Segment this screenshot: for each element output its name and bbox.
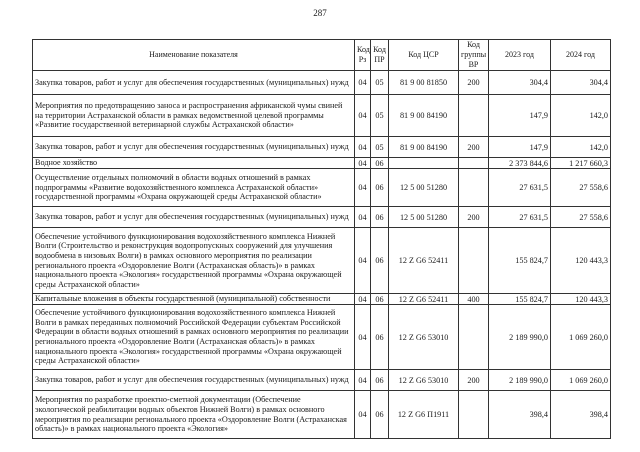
row-rz: 04	[355, 95, 371, 137]
row-name: Мероприятия по разработке проектно-сметной документации (Обеспечение экологической реабилитации водных объектов Нижней Волги) в рамках основного мероприятия по реализации регионального проекта «Оздоровление Волги (Астраханская область)» в рамках национального проекта «Экология»	[33, 391, 355, 439]
table-row	[33, 137, 611, 158]
table-row	[33, 294, 611, 305]
row-rz: 04	[355, 158, 371, 169]
row-vr: 200	[459, 71, 489, 95]
row-2024: 1 069 260,0	[551, 305, 611, 370]
table-row	[33, 158, 611, 169]
header-2024: 2024 год	[551, 40, 611, 71]
row-rz: 04	[355, 169, 371, 207]
row-rz: 04	[355, 71, 371, 95]
row-vr: 200	[459, 370, 489, 391]
header-rz: Код Рз	[355, 40, 371, 71]
row-name: Осуществление отдельных полномочий в области водных отношений в рамках подпрограммы «Развитие водохозяйственного комплекса Астраханской области» государственной программы «Охрана окружающей среды Астраханской области»	[33, 169, 355, 207]
row-pr: 06	[371, 294, 389, 305]
table-row	[33, 370, 611, 391]
row-rz: 04	[355, 370, 371, 391]
row-2023: 147,9	[489, 137, 551, 158]
row-vr: 200	[459, 137, 489, 158]
row-2024: 1 217 660,3	[551, 158, 611, 169]
row-csr: 81 9 00 81850	[389, 71, 459, 95]
row-pr: 06	[371, 305, 389, 370]
row-name: Обеспечение устойчивого функционирования водохозяйственного комплекса Нижней Волги (Строительство и реконструкция водопропускных сооружений для улучшения водообмена в низовьях Волги) в рамках основного мероприятия по реализации регионального проекта «Оздоровление Волги (Астраханская область)» в рамках национального проекта «Экология» государственной программы «Охрана окружающей среды Астраханской области»	[33, 228, 355, 294]
row-csr: 81 9 00 84190	[389, 95, 459, 137]
row-vr	[459, 158, 489, 169]
row-vr	[459, 305, 489, 370]
row-pr: 05	[371, 95, 389, 137]
row-csr: 81 9 00 84190	[389, 137, 459, 158]
row-csr: 12 Z G6 52411	[389, 294, 459, 305]
row-csr	[389, 158, 459, 169]
table-row	[33, 95, 611, 137]
header-csr: Код ЦСР	[389, 40, 459, 71]
header-pr: Код ПР	[371, 40, 389, 71]
row-name: Капитальные вложения в объекты государственной (муниципальной) собственности	[33, 294, 355, 305]
row-vr	[459, 169, 489, 207]
row-2023: 2 189 990,0	[489, 305, 551, 370]
row-vr	[459, 391, 489, 439]
table-row	[33, 207, 611, 228]
header-2023: 2023 год	[489, 40, 551, 71]
row-csr: 12 Z G6 53010	[389, 305, 459, 370]
header-vr: Код группы ВР	[459, 40, 489, 71]
row-name: Мероприятия по предотвращению заноса и распространения африканской чумы свиней на территории Астраханской области в рамках ведомственной целевой программы «Развитие государственной ветеринарной службы Астраханской области»	[33, 95, 355, 137]
row-2024: 120 443,3	[551, 228, 611, 294]
row-vr	[459, 95, 489, 137]
row-vr	[459, 228, 489, 294]
row-name: Обеспечение устойчивого функционирования водохозяйственного комплекса Нижней Волги в рамках переданных полномочий Российской Федерации субъектам Российской Федерации в области водных отношений в рамках основного мероприятия по реализации регионального проекта «Оздоровление Волги (Астраханская область)» в рамках национального проекта «Экология» государственной программы «Охрана окружающей среды Астраханской области»	[33, 305, 355, 370]
row-rz: 04	[355, 207, 371, 228]
row-2024: 120 443,3	[551, 294, 611, 305]
table-row	[33, 169, 611, 207]
header-name: Наименование показателя	[33, 40, 355, 71]
table-row	[33, 228, 611, 294]
header-row	[33, 40, 611, 71]
row-name: Водное хозяйство	[33, 158, 355, 169]
row-2024: 142,0	[551, 137, 611, 158]
row-2023: 304,4	[489, 71, 551, 95]
row-name: Закупка товаров, работ и услуг для обеспечения государственных (муниципальных) нужд	[33, 207, 355, 228]
row-pr: 06	[371, 169, 389, 207]
row-csr: 12 5 00 51280	[389, 207, 459, 228]
row-pr: 06	[371, 391, 389, 439]
row-2024: 398,4	[551, 391, 611, 439]
page-number: 287	[313, 8, 327, 18]
row-vr: 400	[459, 294, 489, 305]
row-name: Закупка товаров, работ и услуг для обеспечения государственных (муниципальных) нужд	[33, 137, 355, 158]
row-pr: 05	[371, 71, 389, 95]
row-2024: 27 558,6	[551, 169, 611, 207]
row-csr: 12 Z G6 53010	[389, 370, 459, 391]
row-name: Закупка товаров, работ и услуг для обеспечения государственных (муниципальных) нужд	[33, 370, 355, 391]
row-pr: 06	[371, 370, 389, 391]
row-pr: 06	[371, 207, 389, 228]
row-name: Закупка товаров, работ и услуг для обеспечения государственных (муниципальных) нужд	[33, 71, 355, 95]
row-csr: 12 5 00 51280	[389, 169, 459, 207]
row-2023: 155 824,7	[489, 228, 551, 294]
table-row	[33, 305, 611, 370]
row-2023: 2 189 990,0	[489, 370, 551, 391]
row-2024: 27 558,6	[551, 207, 611, 228]
row-rz: 04	[355, 294, 371, 305]
row-pr: 06	[371, 228, 389, 294]
row-rz: 04	[355, 137, 371, 158]
row-rz: 04	[355, 305, 371, 370]
row-csr: 12 Z G6 52411	[389, 228, 459, 294]
row-2023: 147,9	[489, 95, 551, 137]
row-2023: 27 631,5	[489, 169, 551, 207]
budget-table	[32, 39, 611, 439]
row-2024: 1 069 260,0	[551, 370, 611, 391]
row-2023: 155 824,7	[489, 294, 551, 305]
row-2024: 304,4	[551, 71, 611, 95]
row-csr: 12 Z G6 П1911	[389, 391, 459, 439]
row-2024: 142,0	[551, 95, 611, 137]
row-vr: 200	[459, 207, 489, 228]
row-pr: 05	[371, 137, 389, 158]
table-row	[33, 71, 611, 95]
table-row	[33, 391, 611, 439]
row-rz: 04	[355, 228, 371, 294]
row-2023: 27 631,5	[489, 207, 551, 228]
row-2023: 398,4	[489, 391, 551, 439]
row-rz: 04	[355, 391, 371, 439]
row-2023: 2 373 844,6	[489, 158, 551, 169]
row-pr: 06	[371, 158, 389, 169]
